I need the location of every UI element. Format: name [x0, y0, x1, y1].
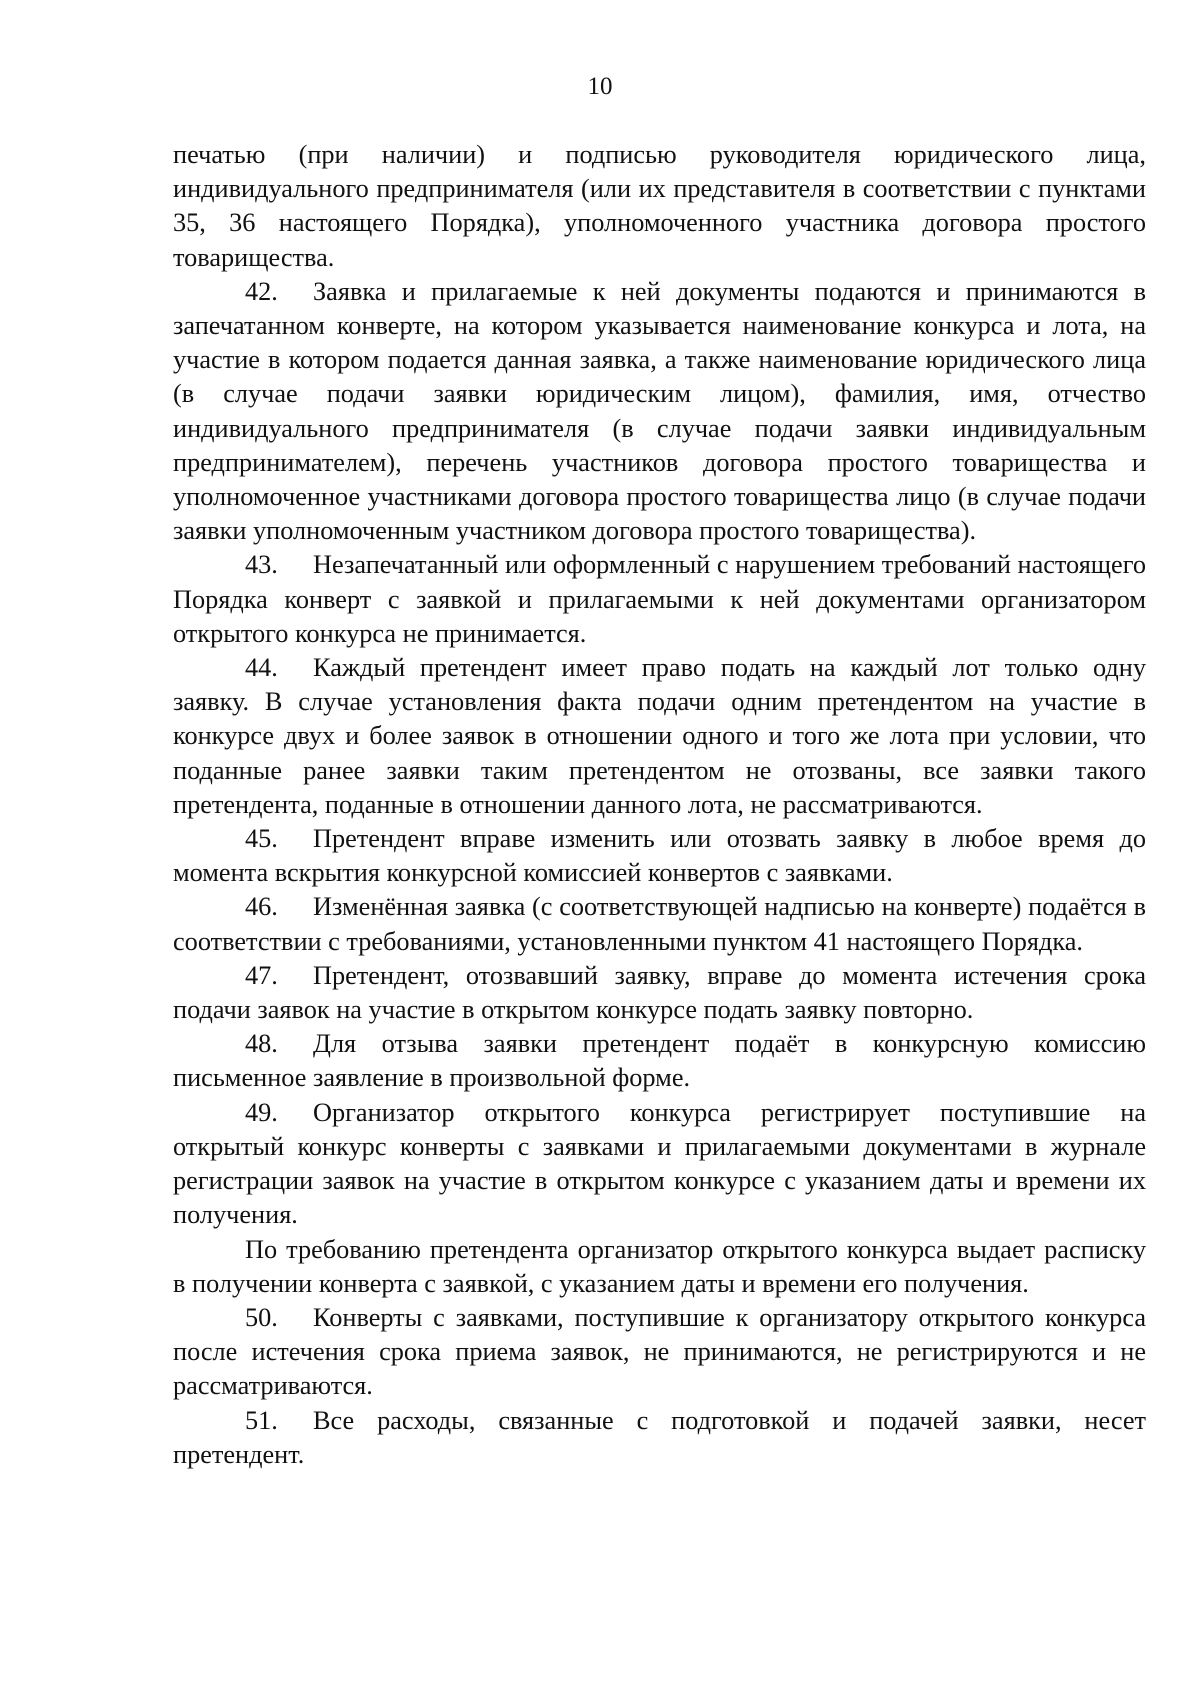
paragraph-number: 49.	[245, 1097, 278, 1127]
paragraph-text: Претендент вправе изменить или отозвать заявку в любое время до момента вскрытия конкурсной комиссией конвертов с заявками.	[173, 824, 1146, 888]
paragraph-text: Незапечатанный или оформленный с нарушением требований настоящего Порядка конверт с заявкой и прилагаемыми к ней документами организатором открытого конкурса не принимается.	[173, 550, 1146, 648]
paragraph-number: 42.	[245, 276, 278, 306]
paragraph-number: 45.	[245, 824, 278, 854]
paragraph-number: 44.	[245, 653, 278, 683]
paragraph-item-45	[173, 822, 1146, 890]
paragraph-item-49	[173, 1096, 1146, 1233]
document-body	[173, 138, 1146, 1472]
paragraph-item-43	[173, 548, 1146, 651]
paragraph-number: 47.	[245, 960, 278, 990]
paragraph-number: 50.	[245, 1302, 278, 1332]
paragraph-text: Для отзыва заявки претендент подаёт в конкурсную комиссию письменное заявление в произвольной форме.	[173, 1029, 1146, 1093]
paragraph-text: Конверты с заявками, поступившие к организатору открытого конкурса после истечения срока приема заявок, не принимаются, не регистрируются и не рассматриваются.	[173, 1302, 1146, 1401]
paragraph-number: 51.	[245, 1405, 278, 1435]
paragraph-text: Заявка и прилагаемые к ней документы подаются и принимаются в запечатанном конверте, на котором указывается наименование конкурса и лота, на участие в котором подается данная заявка, а также наименование юридического лица (в случае подачи заявки юридическим лицом), фамилия, имя, отчество индивидуального предпринимателя (в случае подачи заявки индивидуальным предпринимателем), перечень участников договора простого товарищества и уполномоченное участниками договора простого товарищества лицо (в случае подачи заявки уполномоченным участником договора простого товарищества).	[173, 276, 1146, 546]
paragraph-item-47	[173, 959, 1146, 1027]
paragraph-number: 48.	[245, 1029, 278, 1059]
paragraph-item-42	[173, 275, 1146, 549]
paragraph-number: 43.	[245, 550, 278, 580]
paragraph-text: По требованию претендента организатор открытого конкурса выдает расписку в получении конверта с заявкой, с указанием даты и времени его получения.	[173, 1234, 1146, 1298]
paragraph-number: 46.	[245, 892, 278, 922]
paragraph-item-46	[173, 890, 1146, 958]
paragraph-unnumbered	[173, 1233, 1146, 1301]
paragraph-text: Претендент, отозвавший заявку, вправе до момента истечения срока подачи заявок на участие в открытом конкурсе подать заявку повторно.	[173, 960, 1146, 1025]
paragraph-item-48	[173, 1027, 1146, 1095]
paragraph-text: Изменённая заявка (с соответствующей надписью на конверте) подаётся в соответствии с требованиями, установленными пунктом 41 настоящего Порядка.	[173, 892, 1146, 956]
paragraph-text: печатью (при наличии) и подписью руководителя юридического лица, индивидуального предпринимателя (или их представителя в соответствии с пунктами 35, 36 настоящего Порядка), уполномоченного участника договора простого товарищества.	[173, 140, 1146, 272]
page-number: 10	[587, 73, 613, 100]
paragraph-text: Каждый претендент имеет право подать на каждый лот только одну заявку. В случае установления факта подачи одним претендентом на участие в конкурсе двух и более заявок в отношении одного и того же лота при условии, что поданные ранее заявки таким претендентом не отозваны, все заявки такого претендента, поданные в отношении данного лота, не рассматриваются.	[173, 653, 1146, 819]
paragraph-item-51	[173, 1404, 1146, 1472]
paragraph-item-50	[173, 1301, 1146, 1404]
paragraph-text: Все расходы, связанные с подготовкой и подачей заявки, несет претендент.	[173, 1405, 1146, 1469]
paragraph-item-44	[173, 651, 1146, 822]
paragraph-text: Организатор открытого конкурса регистрирует поступившие на открытый конкурс конверты с заявками и прилагаемыми документами в журнале регистрации заявок на участие в открытом конкурсе с указанием даты и времени их получения.	[173, 1097, 1146, 1230]
paragraph-continuation	[173, 138, 1146, 275]
